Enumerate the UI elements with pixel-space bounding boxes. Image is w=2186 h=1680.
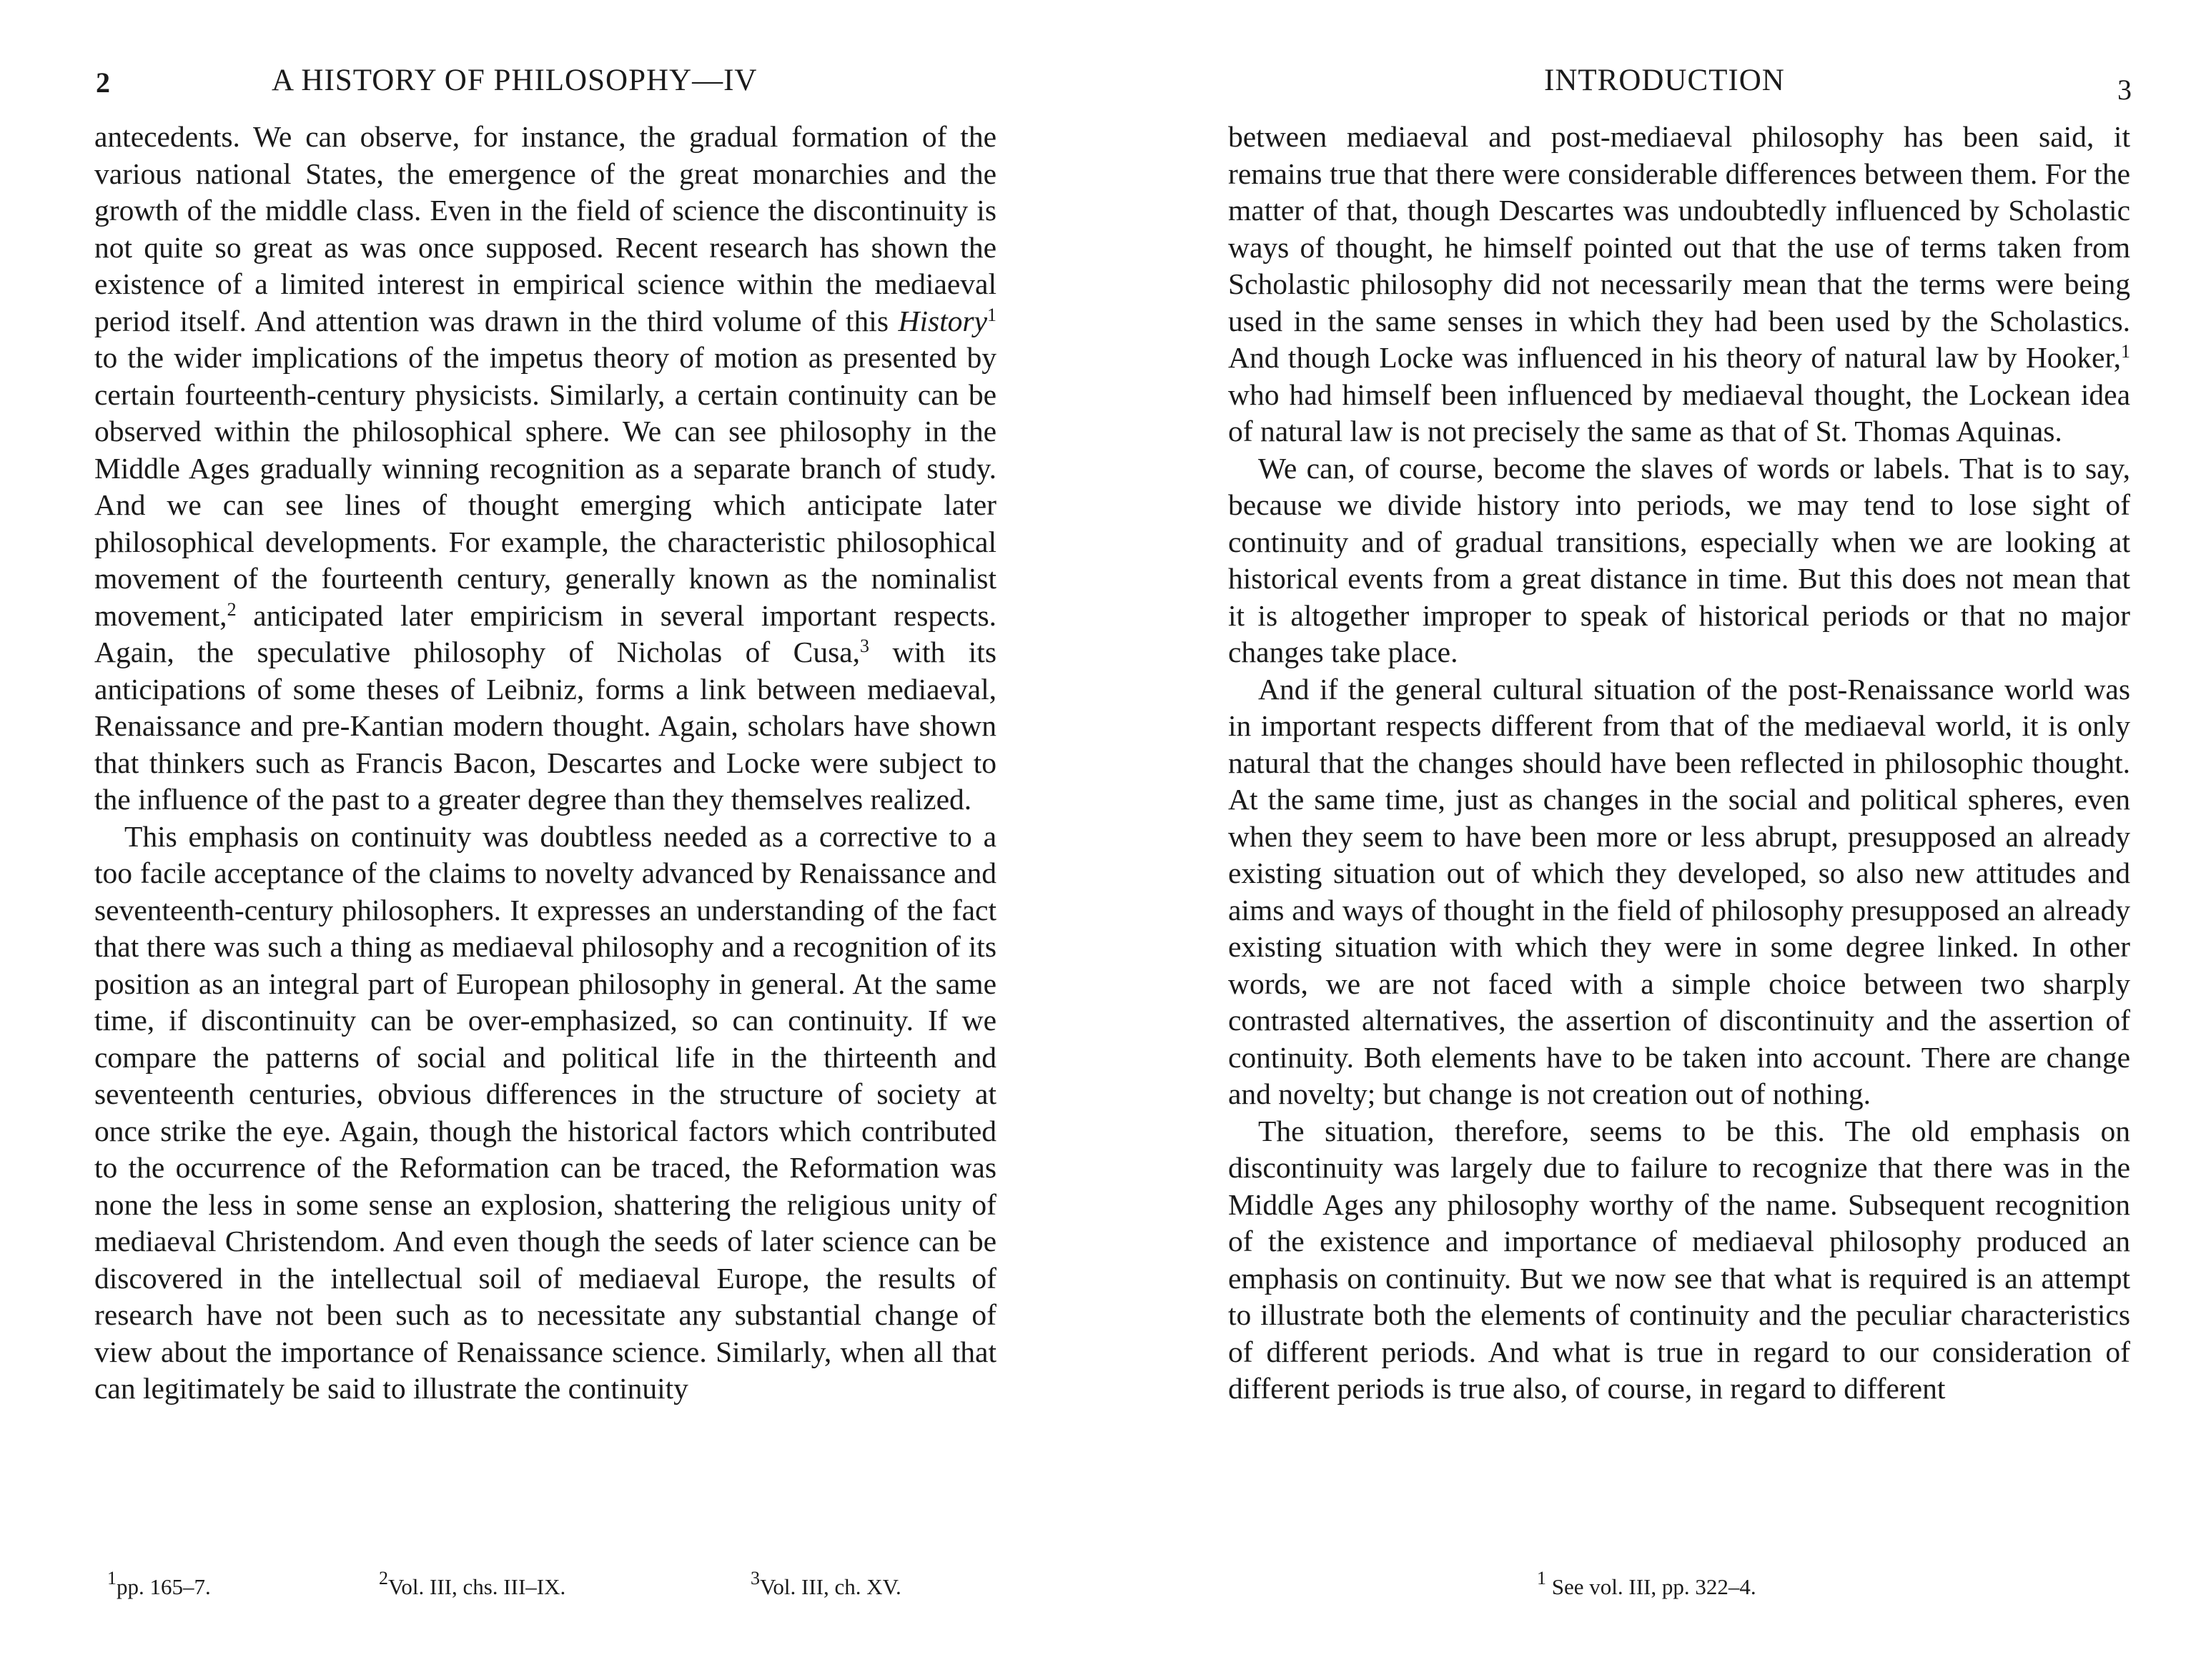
- right-paragraph-4: The situation, therefore, seems to be this. The old emphasis on discontinuity was largely due to failure to recognize that there was in the Middle Ages any philosophy worthy of the name. Subsequent recognition of the existence and importance of mediaeval philosophy produced an emphasis on continuity. But we now see that what is required is an attempt to illustrate both the elements of continuity and the peculiar characteristics of different periods. And what is true in regard to our consideration of different periods is true also, of course, in regard to different: [1228, 1114, 2130, 1405]
- history-title: History: [898, 304, 987, 337]
- footnote-ref-2: 2: [227, 598, 237, 620]
- left-running-head: A HISTORY OF PHILOSOPHY—IV: [272, 64, 758, 97]
- left-page-number: 2: [96, 66, 110, 99]
- right-paragraph-3: And if the general cultural situation of the post-Renaissance world was in important respects different from that of the mediaeval world, it is only natural that the changes should have been reflected in philosophic thought. At the same time, just as changes in the social and political spheres, even when they seem to have been more or less abrupt, presupposed an already existing situation out of which they developed, so also new attitudes and aims and ways of thought in the field of philosophy presupposed an already existing situation with which they were in some degree linked. In other words, we are not faced with a simple choice between two sharply contrasted alternatives, the assertion of discontinuity and the assertion of continuity. Both elements have to be taken into account. There are change and novelty; but change is not creation out of nothing.: [1228, 672, 2130, 1110]
- left-paragraph-1: antecedents. We can observe, for instance, the gradual formation of the various national States, the emergence of the great monarchies and the growth of the middle class. Even in the field of science the discontinuity is not quite so great as was once supposed. Recent research has shown the existence of a limited interest in empirical science within the mediaeval period itself. And attention was drawn in the third volume of this History$^1$ to the wider implications of the impetus theory of motion as presented by certain fourteenth-century physicists. Similarly, a certain continuity can be observed within the philosophical sphere. We can see philosophy in the Middle Ages gradually winning recognition as a separate branch of study. And we can see lines of thought emerging which anticipate later philosophical developments. For example, the characteristic philosophical movement of the fourteenth century, generally known as the nominalist movement,$^2$ anticipated later empiricism in several important respects. Again, the speculative philosophy of Nicholas of Cusa,$^3$ with its anticipations of some theses of Leibniz, forms a link between mediaeval, Renaissance and pre-Kantian modern thought. Again, scholars have shown that thinkers such as Francis Bacon, Descartes and Locke were subject to the influence of the past to a greater degree than they themselves realized.: [94, 120, 996, 816]
- left-body-text: [94, 119, 996, 1408]
- right-paragraph-1: between mediaeval and post-mediaeval philosophy has been said, it remains true that there were considerable differences between them. For the matter of that, though Descartes was undoubtedly influenced by Scholastic ways of thought, he himself pointed out that the use of terms taken from Scholastic philosophy did not necessarily mean that the terms were being used in the same senses in which they had been used by the Scholastics. And though Locke was influenced in his theory of natural law by Hooker,$^1$ who had himself been influenced by mediaeval thought, the Lockean idea of natural law is not precisely the same as that of St. Thomas Aquinas.: [1228, 120, 2130, 448]
- footnote-right-1: $^1$ See vol. III, pp. 322–4.: [1537, 1568, 1756, 1599]
- right-paragraph-2: We can, of course, become the slaves of words or labels. That is to say, because we divide history into periods, we may tend to lose sight of continuity and of gradual transitions, especially when we are looking at historical events from a great distance in time. But this does not mean that it is altogether improper to speak of historical periods or that no major changes take place.: [1228, 451, 2130, 668]
- footnote-ref-3: 3: [860, 636, 870, 656]
- footnote-2: $^2$ Vol. III, chs. III–IX.: [379, 1568, 566, 1599]
- right-body-text: [1228, 119, 2130, 1408]
- footnote-1: $^1$ pp. 165–7.: [107, 1568, 211, 1599]
- footnote-3: $^3$ Vol. III, ch. XV.: [751, 1568, 901, 1599]
- right-footnotes: [1537, 1568, 1756, 1600]
- left-paragraph-2: This emphasis on continuity was doubtless needed as a corrective to a too facile acceptance of the claims to novelty advanced by Renaissance and seventeenth-century philosophers. It expresses an understanding of the fact that there was such a thing as mediaeval philosophy and a recognition of its position as an integral part of European philosophy in general. At the same time, if discontinuity can be over-emphasized, so can continuity. If we compare the patterns of social and political life in the thirteenth and seventeenth centuries, obvious differences in the structure of society at once strike the eye. Again, though the historical factors which contributed to the occurrence of the Reformation can be traced, the Reformation was none the less in some sense an explosion, shattering the religious unity of mediaeval Christendom. And even though the seeds of later science can be discovered in the intellectual soil of mediaeval Europe, the results of research have not been such as to necessitate any substantial change of view about the importance of Renaissance science. Similarly, when all that can legitimately be said to illustrate the continuity: [94, 819, 996, 1405]
- right-page-number: 3: [2117, 74, 2132, 106]
- right-running-head: INTRODUCTION: [1544, 64, 1785, 97]
- footnote-ref-hooker: 1: [2121, 341, 2130, 362]
- footnote-ref-1: 1: [987, 304, 996, 325]
